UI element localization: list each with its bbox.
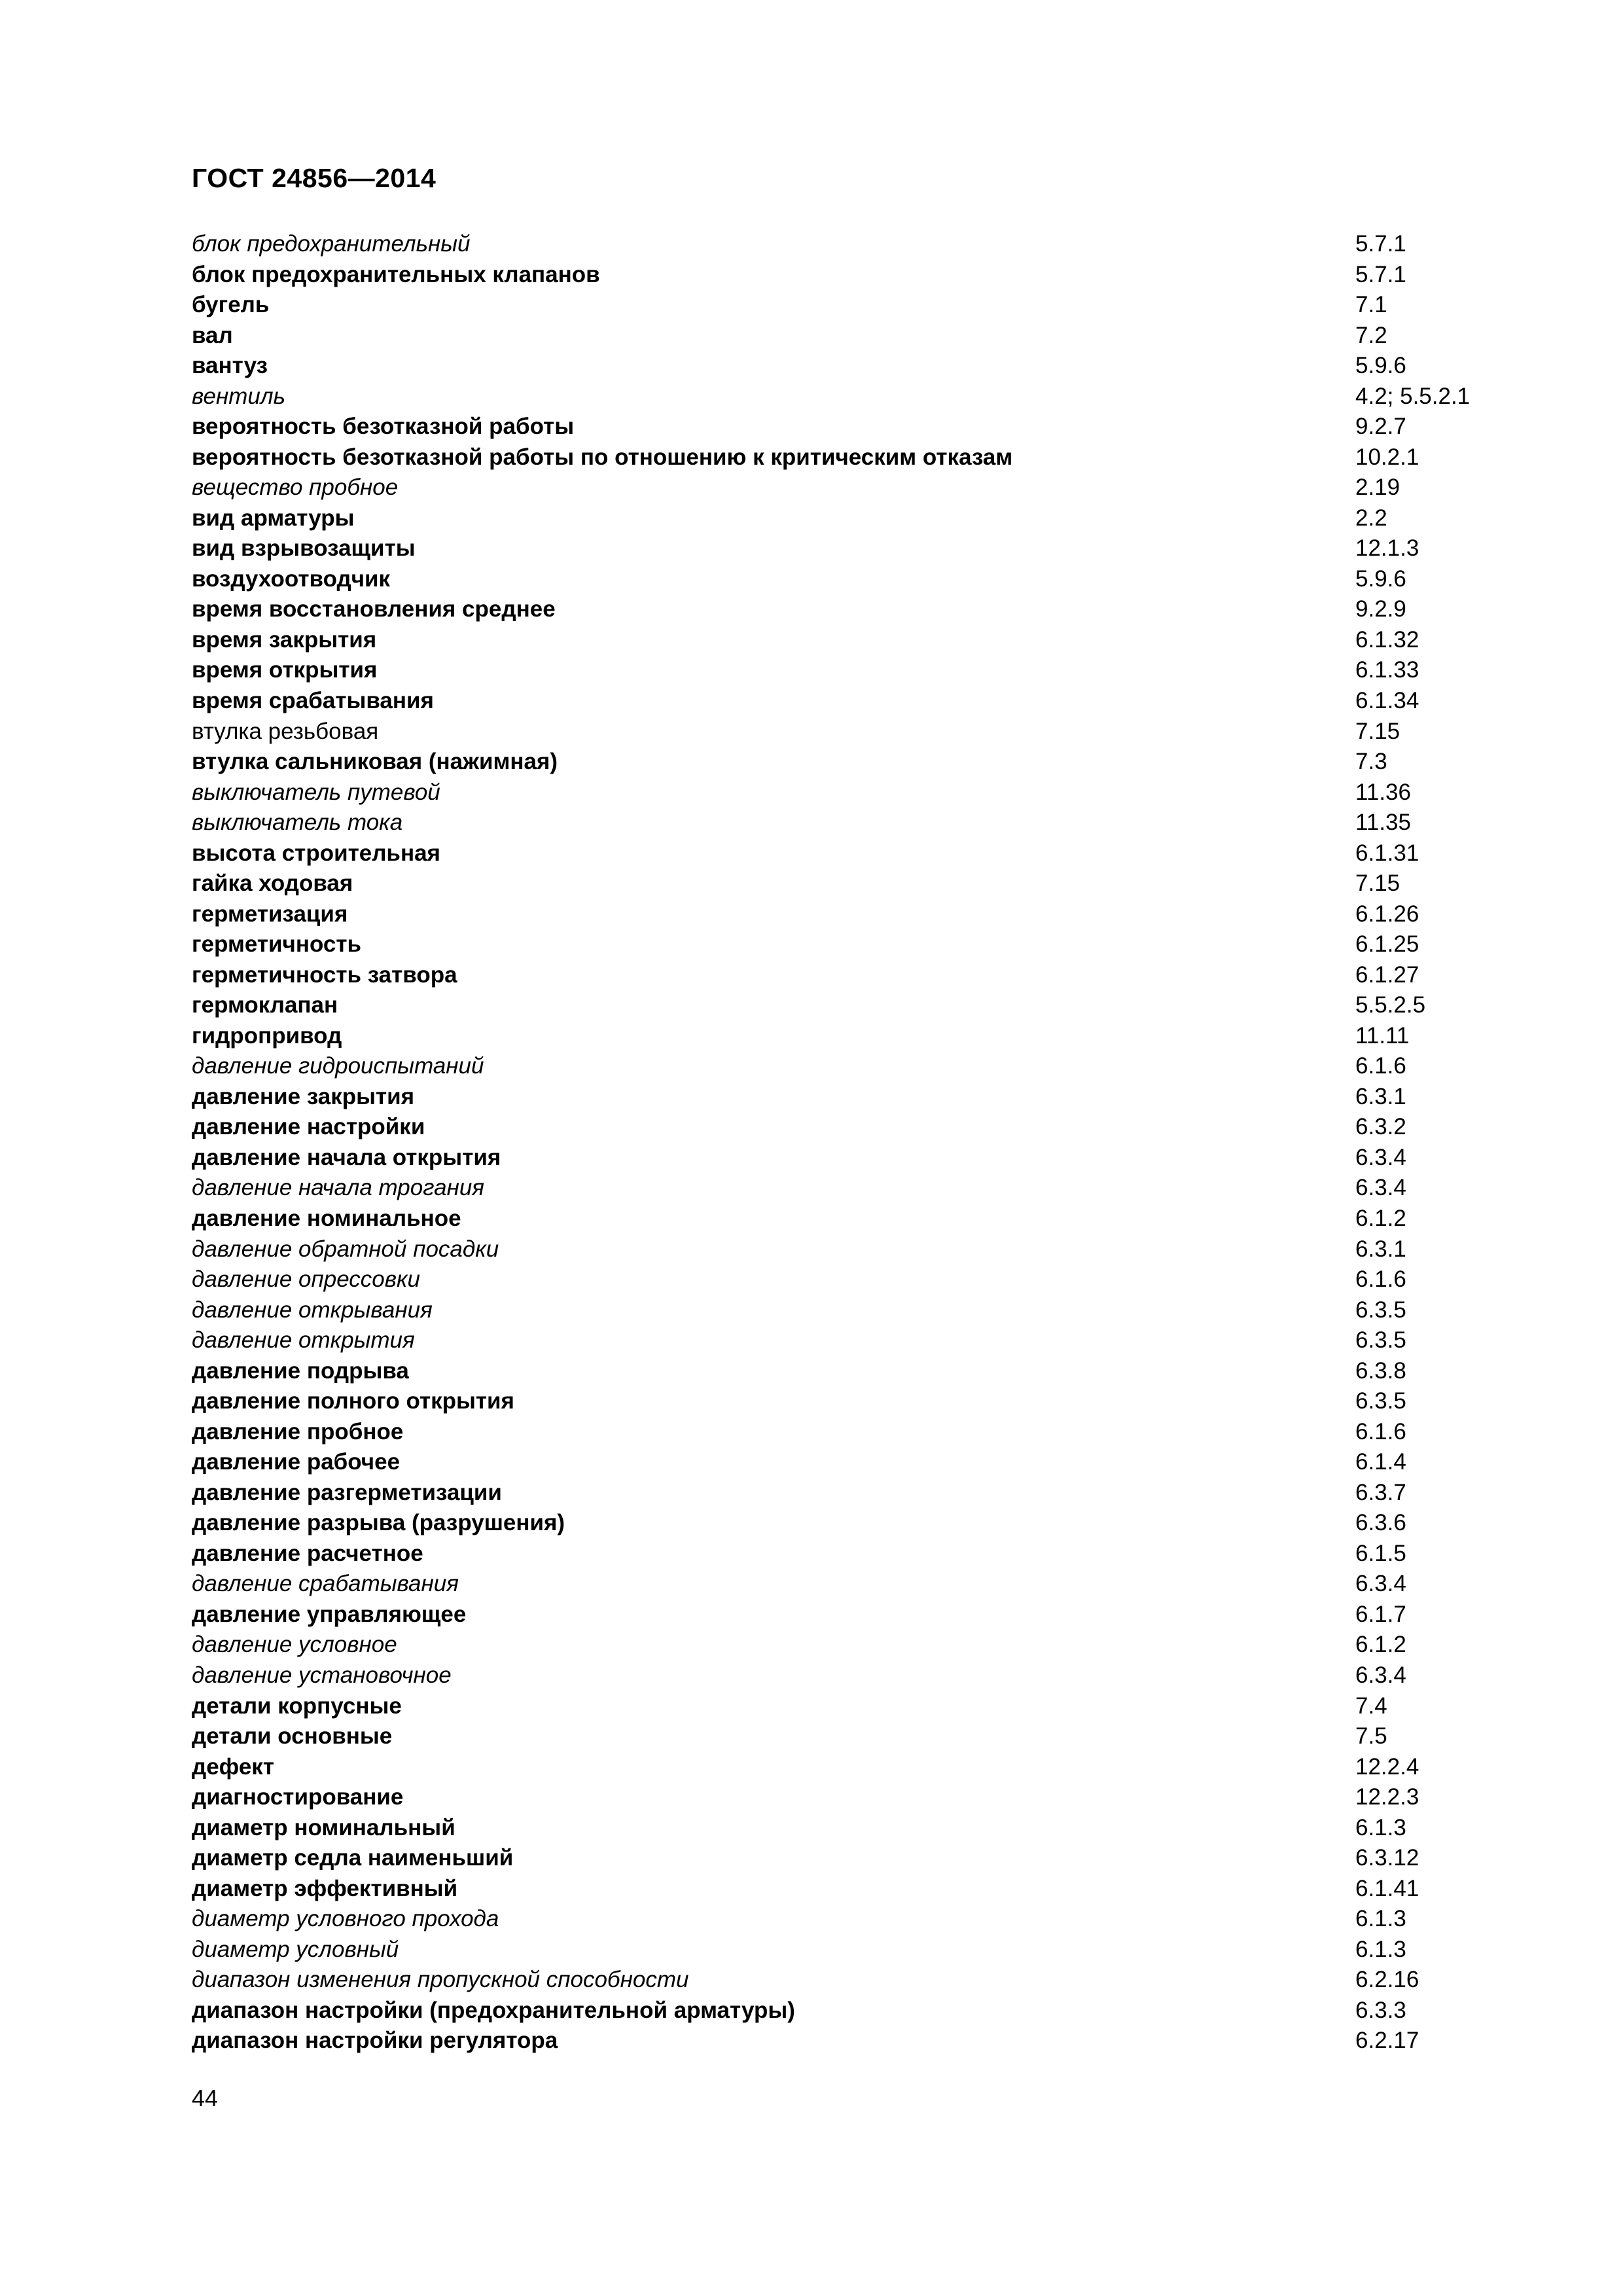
index-term: давление обратной посадки (192, 1236, 499, 1262)
index-entry (192, 1691, 1514, 1722)
index-entry (192, 351, 1514, 382)
index-term: вал (192, 322, 233, 348)
index-entry (192, 1569, 1514, 1600)
index-term: вероятность безотказной работы по отношению к критическим отказам (192, 444, 1013, 470)
index-section-ref: 6.1.3 (1355, 1936, 1406, 1962)
index-term: герметичность затвора (192, 961, 457, 988)
index-term: давление настройки (192, 1114, 425, 1140)
index-term: гайка ходовая (192, 870, 353, 897)
index-section-ref: 6.1.34 (1355, 687, 1419, 713)
index-section-ref: 6.3.4 (1355, 1175, 1406, 1201)
index-entry (192, 778, 1514, 808)
index-term: втулка сальниковая (нажимная) (192, 749, 558, 775)
index-term: давление полного открытия (192, 1388, 514, 1414)
index-entry (192, 1843, 1514, 1874)
index-term: давление разгерметизации (192, 1479, 502, 1505)
index-term: гермоклапан (192, 992, 338, 1018)
index-entry (192, 747, 1514, 778)
index-entry (192, 1874, 1514, 1905)
index-section-ref: 11.35 (1355, 810, 1411, 836)
index-term: давление открытия (192, 1327, 415, 1354)
index-term: диаметр условный (192, 1936, 399, 1962)
index-term: блок предохранительный (192, 231, 471, 257)
index-term: давление установочное (192, 1662, 452, 1688)
index-entry (192, 1904, 1514, 1935)
alphabetical-term-index (192, 229, 1514, 2056)
index-entry (192, 1630, 1514, 1660)
index-entry (192, 1112, 1514, 1143)
index-term: время срабатывания (192, 687, 434, 713)
index-entry (192, 1965, 1514, 1996)
index-entry (192, 1204, 1514, 1234)
index-section-ref: 6.1.6 (1355, 1266, 1406, 1293)
index-entry (192, 1996, 1514, 2026)
index-term: диапазон изменения пропускной способности (192, 1967, 689, 1993)
index-section-ref: 6.3.5 (1355, 1388, 1406, 1414)
index-term: блок предохранительных клапанов (192, 261, 600, 287)
index-section-ref: 6.1.6 (1355, 1418, 1406, 1444)
index-section-ref: 6.1.2 (1355, 1206, 1406, 1231)
index-section-ref: 6.1.41 (1355, 1875, 1419, 1901)
index-term: диаметр номинальный (192, 1814, 455, 1840)
index-section-ref: 6.3.1 (1355, 1236, 1406, 1262)
index-term: воздухоотводчик (192, 565, 391, 592)
index-entry (192, 473, 1514, 503)
index-entry (192, 990, 1514, 1021)
index-entry (192, 686, 1514, 717)
index-term: время закрытия (192, 626, 377, 653)
index-entry (192, 1660, 1514, 1691)
index-section-ref: 6.3.12 (1355, 1845, 1419, 1871)
index-section-ref: 5.9.6 (1355, 565, 1406, 592)
index-entry (192, 260, 1514, 291)
index-entry (192, 1356, 1514, 1387)
index-term: диагностирование (192, 1784, 404, 1810)
index-section-ref: 6.1.26 (1355, 901, 1419, 927)
index-entry (192, 899, 1514, 930)
index-term: диапазон настройки (предохранительной арматуры) (192, 1997, 795, 2023)
index-term: втулка резьбовая (192, 718, 379, 744)
index-section-ref: 6.1.33 (1355, 657, 1419, 683)
index-term: давление начала трогания (192, 1175, 484, 1201)
index-term: давление рабочее (192, 1449, 401, 1475)
index-section-ref: 7.15 (1355, 870, 1400, 897)
index-term: диаметр условного прохода (192, 1906, 499, 1932)
index-entry (192, 229, 1514, 260)
index-section-ref: 6.1.3 (1355, 1814, 1406, 1840)
index-section-ref: 5.7.1 (1355, 231, 1406, 257)
index-entry (192, 290, 1514, 321)
index-term: детали корпусные (192, 1693, 402, 1719)
index-term: гидропривод (192, 1022, 342, 1049)
index-entry (192, 655, 1514, 686)
index-section-ref: 6.3.1 (1355, 1083, 1406, 1109)
index-section-ref: 7.4 (1355, 1693, 1387, 1719)
index-term: герметичность (192, 931, 362, 958)
index-entry (192, 533, 1514, 564)
index-entry (192, 321, 1514, 351)
index-entry (192, 929, 1514, 960)
index-section-ref: 4.2; 5.5.2.1 (1355, 383, 1471, 409)
index-entry (192, 1173, 1514, 1204)
index-entry (192, 1447, 1514, 1478)
index-term: время открытия (192, 657, 378, 683)
index-term: вид взрывозащиты (192, 535, 416, 562)
page-number: 44 (192, 2085, 219, 2111)
index-term: давление гидроиспытаний (192, 1053, 484, 1079)
index-entry (192, 1265, 1514, 1295)
index-entry (192, 1295, 1514, 1326)
index-term: давление подрыва (192, 1357, 409, 1384)
index-section-ref: 2.19 (1355, 475, 1400, 501)
index-section-ref: 6.3.3 (1355, 1997, 1406, 2023)
index-section-ref: 6.3.2 (1355, 1114, 1406, 1140)
index-section-ref: 11.36 (1355, 779, 1411, 805)
index-section-ref: 6.1.4 (1355, 1449, 1406, 1475)
index-section-ref: 9.2.9 (1355, 596, 1406, 622)
index-entry (192, 1386, 1514, 1417)
index-entry (192, 1051, 1514, 1082)
index-section-ref: 6.3.4 (1355, 1571, 1406, 1597)
index-term: давление пробное (192, 1418, 404, 1444)
index-entry (192, 960, 1514, 991)
index-entry (192, 1325, 1514, 1356)
index-term: диапазон настройки регулятора (192, 2028, 558, 2054)
index-term: высота строительная (192, 840, 440, 866)
index-entry (192, 1508, 1514, 1539)
index-section-ref: 12.1.3 (1355, 535, 1419, 562)
index-entry (192, 1782, 1514, 1813)
index-entry (192, 1417, 1514, 1448)
index-term: диаметр седла наименьший (192, 1845, 514, 1871)
index-section-ref: 6.3.4 (1355, 1662, 1406, 1688)
index-term: время восстановления среднее (192, 596, 556, 622)
index-section-ref: 6.1.32 (1355, 626, 1419, 653)
index-section-ref: 6.3.6 (1355, 1510, 1406, 1536)
index-section-ref: 5.7.1 (1355, 261, 1406, 287)
index-section-ref: 7.1 (1355, 292, 1387, 318)
index-section-ref: 7.15 (1355, 718, 1400, 744)
index-entry (192, 442, 1514, 473)
index-section-ref: 6.3.5 (1355, 1297, 1406, 1323)
index-section-ref: 6.1.6 (1355, 1053, 1406, 1079)
index-term: вещество пробное (192, 475, 399, 501)
index-term: давление закрытия (192, 1083, 415, 1109)
index-section-ref: 6.3.8 (1355, 1357, 1406, 1384)
index-term: давление срабатывания (192, 1571, 459, 1597)
index-entry (192, 564, 1514, 595)
index-term: давление открывания (192, 1297, 433, 1323)
index-term: давление расчетное (192, 1540, 423, 1566)
index-section-ref: 5.9.6 (1355, 353, 1406, 379)
index-term: давление управляющее (192, 1601, 467, 1627)
index-entry (192, 503, 1514, 534)
index-entry (192, 869, 1514, 899)
index-section-ref: 6.1.3 (1355, 1906, 1406, 1932)
index-section-ref: 6.1.7 (1355, 1601, 1406, 1627)
index-entry (192, 1021, 1514, 1052)
index-term: дефект (192, 1753, 274, 1780)
index-section-ref: 6.1.5 (1355, 1540, 1406, 1566)
index-entry (192, 1752, 1514, 1783)
index-section-ref: 6.1.25 (1355, 931, 1419, 958)
index-term: вентиль (192, 383, 285, 409)
index-term: выключатель путевой (192, 779, 440, 805)
index-term: бугель (192, 292, 270, 318)
index-section-ref: 6.3.5 (1355, 1327, 1406, 1354)
index-entry (192, 1721, 1514, 1752)
index-entry (192, 1082, 1514, 1113)
index-term: вероятность безотказной работы (192, 414, 575, 440)
index-section-ref: 6.3.4 (1355, 1144, 1406, 1170)
index-entry (192, 1234, 1514, 1265)
index-section-ref: 7.5 (1355, 1723, 1387, 1749)
index-section-ref: 11.11 (1355, 1022, 1410, 1049)
index-entry (192, 1813, 1514, 1844)
index-section-ref: 5.5.2.5 (1355, 992, 1426, 1018)
index-term: давление разрыва (разрушения) (192, 1510, 565, 1536)
index-term: герметизация (192, 901, 348, 927)
index-entry (192, 412, 1514, 442)
index-entry (192, 594, 1514, 625)
index-section-ref: 6.2.17 (1355, 2028, 1419, 2054)
index-section-ref: 6.1.27 (1355, 961, 1419, 988)
document-header: ГОСТ 24856—2014 (192, 163, 437, 193)
index-section-ref: 7.2 (1355, 322, 1387, 348)
index-term: давление номинальное (192, 1206, 461, 1231)
index-entry (192, 625, 1514, 656)
index-entry (192, 1935, 1514, 1965)
index-section-ref: 12.2.4 (1355, 1753, 1419, 1780)
index-term: выключатель тока (192, 810, 403, 836)
index-section-ref: 6.1.2 (1355, 1632, 1406, 1658)
index-term: диаметр эффективный (192, 1875, 458, 1901)
index-term: вантуз (192, 353, 268, 379)
index-term: вид арматуры (192, 505, 355, 531)
index-entry (192, 2026, 1514, 2056)
index-term: давление условное (192, 1632, 397, 1658)
index-entry (192, 838, 1514, 869)
index-entry (192, 1478, 1514, 1509)
index-section-ref: 2.2 (1355, 505, 1387, 531)
index-entry (192, 717, 1514, 747)
index-entry (192, 1600, 1514, 1630)
index-term: детали основные (192, 1723, 393, 1749)
index-section-ref: 9.2.7 (1355, 414, 1406, 440)
index-section-ref: 6.3.7 (1355, 1479, 1406, 1505)
index-entry (192, 1143, 1514, 1174)
index-section-ref: 6.2.16 (1355, 1967, 1419, 1993)
index-term: давление начала открытия (192, 1144, 501, 1170)
index-entry (192, 1539, 1514, 1570)
index-entry (192, 382, 1514, 412)
index-section-ref: 7.3 (1355, 749, 1387, 775)
index-section-ref: 12.2.3 (1355, 1784, 1419, 1810)
index-section-ref: 10.2.1 (1355, 444, 1419, 470)
index-term: давление опрессовки (192, 1266, 421, 1293)
index-entry (192, 808, 1514, 838)
index-section-ref: 6.1.31 (1355, 840, 1419, 866)
